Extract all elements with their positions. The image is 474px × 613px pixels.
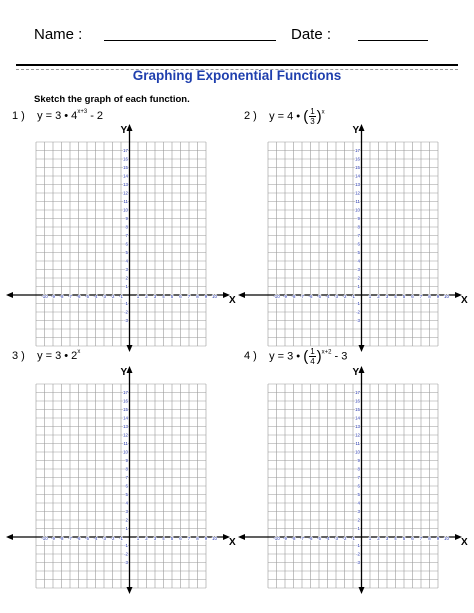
- x-axis-arrow-left: [6, 292, 13, 298]
- x-tick-label: 9: [204, 536, 208, 541]
- x-tick-label: 2: [377, 294, 380, 299]
- y-tick-label: 11: [355, 441, 360, 447]
- x-tick-label: 3: [153, 294, 157, 299]
- fraction-numerator: 1: [310, 347, 315, 356]
- equation-exponent: x+2: [321, 349, 332, 356]
- x-tick-label: -9: [283, 536, 287, 541]
- y-tick-label: 1: [125, 284, 128, 290]
- header-divider: [16, 64, 458, 66]
- y-tick-label: 6: [125, 483, 128, 489]
- x-tick-label: 5: [170, 536, 174, 541]
- y-tick-label: 16: [123, 156, 128, 162]
- x-tick-label: 7: [187, 294, 191, 299]
- y-axis-arrow-down: [127, 345, 133, 352]
- y-tick-label: 13: [355, 424, 360, 430]
- x-tick-label: -1: [351, 536, 355, 541]
- x-tick-label: 10: [444, 536, 449, 541]
- x-tick-label: 6: [411, 294, 414, 299]
- y-tick-label: 14: [123, 415, 128, 421]
- x-tick-label: 5: [402, 536, 406, 541]
- equation-exponent: x+3: [77, 109, 88, 115]
- y-tick-label: 12: [123, 190, 128, 196]
- x-tick-label: -2: [342, 536, 347, 541]
- y-tick-label: 6: [125, 241, 128, 247]
- y-tick-label: 1: [357, 526, 360, 532]
- y-tick-label: -1: [124, 301, 128, 307]
- y-tick-label: 13: [355, 182, 360, 188]
- x-axis-arrow-left: [6, 534, 13, 540]
- right-paren: ): [316, 348, 322, 365]
- y-tick-label: 8: [125, 224, 128, 230]
- x-tick-label: -6: [308, 294, 313, 299]
- y-tick-label: 6: [357, 241, 360, 247]
- problem-number: 4 ): [244, 350, 257, 363]
- y-tick-label: 12: [355, 432, 360, 438]
- x-tick-label: 1: [368, 294, 372, 299]
- y-tick-label: 4: [125, 258, 128, 264]
- y-tick-label: 15: [123, 407, 128, 413]
- y-tick-label: -3: [124, 560, 128, 566]
- x-tick-label: -3: [334, 294, 338, 299]
- y-tick-label: 7: [125, 233, 128, 239]
- name-field-line[interactable]: [104, 40, 276, 41]
- page-title: Graphing Exponential Functions: [132, 68, 342, 83]
- y-tick-label: 1: [357, 284, 360, 290]
- x-axis-label: X: [461, 537, 468, 548]
- y-tick-label: 15: [123, 165, 128, 171]
- equation-exponent: x: [321, 109, 325, 116]
- y-tick-label: 12: [123, 432, 128, 438]
- x-tick-label: -3: [334, 536, 338, 541]
- date-label: Date :: [291, 26, 332, 43]
- problem-number: 3 ): [12, 350, 25, 362]
- x-tick-label: 9: [204, 294, 208, 299]
- x-tick-label: 6: [179, 536, 182, 541]
- x-tick-label: -5: [85, 536, 89, 541]
- x-tick-label: -10: [273, 294, 280, 299]
- y-tick-label: 11: [123, 441, 128, 447]
- x-tick-label: -1: [351, 294, 355, 299]
- x-tick-label: -1: [119, 536, 123, 541]
- x-tick-label: -4: [325, 294, 330, 299]
- y-tick-label: 11: [355, 199, 360, 205]
- y-axis-arrow-down: [359, 587, 365, 594]
- y-tick-label: 4: [125, 500, 128, 506]
- y-tick-label: 3: [125, 509, 128, 515]
- x-tick-label: 8: [196, 536, 199, 541]
- x-tick-label: 8: [196, 294, 199, 299]
- x-axis-label: X: [461, 295, 468, 306]
- y-tick-label: 5: [357, 492, 360, 498]
- x-tick-label: 7: [187, 536, 191, 541]
- graph-grid-4[interactable]: [232, 362, 469, 598]
- x-tick-label: -6: [76, 536, 81, 541]
- x-tick-label: 4: [162, 294, 165, 299]
- y-tick-label: 2: [357, 275, 360, 281]
- y-tick-label: 4: [357, 258, 360, 264]
- x-tick-label: -2: [342, 294, 347, 299]
- y-tick-label: 10: [123, 207, 128, 213]
- equation-tail: - 2: [87, 110, 104, 122]
- equation-lead: y = 3 • 4: [37, 110, 78, 122]
- x-tick-label: -6: [76, 294, 81, 299]
- x-tick-label: -4: [325, 536, 330, 541]
- y-tick-label: 14: [123, 173, 128, 179]
- x-tick-label: -2: [110, 536, 115, 541]
- x-tick-label: 4: [162, 536, 165, 541]
- x-tick-label: 3: [385, 536, 389, 541]
- x-tick-label: 9: [436, 294, 440, 299]
- y-tick-label: 9: [125, 458, 128, 464]
- y-axis-arrow-up: [127, 124, 133, 131]
- y-tick-label: -3: [124, 318, 128, 324]
- x-tick-label: 6: [411, 536, 414, 541]
- y-tick-label: 5: [357, 250, 360, 256]
- right-paren: ): [316, 108, 322, 125]
- x-axis-label: X: [229, 295, 236, 306]
- y-tick-label: 8: [357, 224, 360, 230]
- y-axis-label: Y: [120, 125, 128, 136]
- x-tick-label: -1: [119, 294, 123, 299]
- y-axis-label: Y: [352, 125, 360, 136]
- equation-lead: y = 4 •: [269, 110, 304, 123]
- y-tick-label: 7: [357, 475, 360, 481]
- y-tick-label: 13: [123, 182, 128, 188]
- fraction-numerator: 1: [310, 107, 315, 116]
- x-tick-label: -7: [300, 536, 304, 541]
- y-tick-label: 8: [357, 466, 360, 472]
- y-tick-label: -2: [124, 551, 128, 557]
- x-tick-label: -10: [41, 536, 48, 541]
- y-axis-arrow-up: [359, 366, 365, 373]
- x-tick-label: -3: [102, 294, 106, 299]
- x-tick-label: -6: [308, 536, 313, 541]
- x-tick-label: 10: [212, 536, 217, 541]
- y-tick-label: 10: [123, 449, 128, 455]
- x-tick-label: 5: [402, 294, 406, 299]
- left-paren: (: [303, 348, 309, 365]
- y-tick-label: 16: [355, 156, 360, 162]
- equation-lead: y = 3 • 2: [37, 350, 78, 362]
- x-tick-label: 9: [436, 536, 440, 541]
- equation-lead: y = 3 •: [269, 350, 304, 363]
- y-tick-label: 9: [357, 216, 360, 222]
- x-tick-label: 8: [428, 536, 431, 541]
- y-tick-label: 15: [355, 165, 360, 171]
- y-tick-label: 1: [125, 526, 128, 532]
- problem-number: 2 ): [244, 110, 257, 123]
- left-paren: (: [303, 108, 309, 125]
- y-tick-label: -1: [124, 543, 128, 549]
- y-tick-label: 15: [355, 407, 360, 413]
- y-tick-label: 2: [357, 517, 360, 523]
- y-tick-label: 11: [123, 199, 128, 205]
- y-axis-arrow-up: [127, 366, 133, 373]
- y-tick-label: 7: [357, 233, 360, 239]
- x-tick-label: -7: [300, 294, 304, 299]
- equation-tail: - 3: [331, 350, 348, 363]
- x-tick-label: 2: [145, 536, 148, 541]
- y-tick-label: 2: [125, 517, 128, 523]
- x-tick-label: 4: [394, 294, 397, 299]
- x-axis-arrow-left: [238, 534, 245, 540]
- x-tick-label: -8: [291, 294, 296, 299]
- y-tick-label: 8: [125, 466, 128, 472]
- x-tick-label: -2: [110, 294, 115, 299]
- x-tick-label: 2: [377, 536, 380, 541]
- x-tick-label: 8: [428, 294, 431, 299]
- x-tick-label: -9: [283, 294, 287, 299]
- fraction-denominator: 3: [310, 117, 315, 126]
- y-tick-label: 17: [355, 148, 360, 154]
- y-axis-arrow-down: [359, 345, 365, 352]
- y-tick-label: -2: [356, 551, 360, 557]
- y-tick-label: 12: [355, 190, 360, 196]
- y-tick-label: 16: [355, 398, 360, 404]
- y-tick-label: 16: [123, 398, 128, 404]
- instructions: Sketch the graph of each function.: [34, 94, 190, 105]
- equation-exponent: x: [77, 349, 81, 355]
- y-axis-label: Y: [120, 367, 128, 378]
- y-tick-label: 14: [355, 173, 360, 179]
- x-tick-label: -8: [59, 536, 64, 541]
- x-tick-label: -4: [93, 294, 98, 299]
- x-axis-arrow-left: [238, 292, 245, 298]
- x-tick-label: -3: [102, 536, 106, 541]
- x-tick-label: 6: [179, 294, 182, 299]
- x-tick-label: 1: [136, 294, 140, 299]
- graph-grid-1[interactable]: [0, 120, 237, 356]
- y-tick-label: 13: [123, 424, 128, 430]
- x-tick-label: 10: [444, 294, 449, 299]
- y-axis-label: Y: [352, 367, 360, 378]
- y-tick-label: 9: [125, 216, 128, 222]
- x-tick-label: -9: [51, 536, 55, 541]
- y-tick-label: -1: [356, 301, 360, 307]
- y-tick-label: -3: [356, 560, 360, 566]
- y-tick-label: 2: [125, 275, 128, 281]
- y-tick-label: 6: [357, 483, 360, 489]
- y-tick-label: -1: [356, 543, 360, 549]
- x-axis-label: X: [229, 537, 236, 548]
- x-tick-label: -8: [291, 536, 296, 541]
- y-tick-label: 17: [123, 390, 128, 396]
- y-axis-arrow-down: [127, 587, 133, 594]
- x-tick-label: 4: [394, 536, 397, 541]
- x-tick-label: -9: [51, 294, 55, 299]
- y-tick-label: -3: [356, 318, 360, 324]
- x-tick-label: -5: [85, 294, 89, 299]
- y-tick-label: 3: [357, 509, 360, 515]
- y-axis-arrow-up: [359, 124, 365, 131]
- x-tick-label: -5: [317, 536, 321, 541]
- x-tick-label: 5: [170, 294, 174, 299]
- x-tick-label: -7: [68, 536, 72, 541]
- graph-grid-3[interactable]: [0, 362, 237, 598]
- x-tick-label: -10: [273, 536, 280, 541]
- x-tick-label: 10: [212, 294, 217, 299]
- y-tick-label: 14: [355, 415, 360, 421]
- x-tick-label: -8: [59, 294, 64, 299]
- x-tick-label: 1: [136, 536, 140, 541]
- name-label: Name :: [34, 26, 83, 43]
- x-tick-label: 7: [419, 536, 423, 541]
- y-tick-label: 3: [357, 267, 360, 273]
- x-tick-label: -7: [68, 294, 72, 299]
- y-tick-label: 10: [355, 207, 360, 213]
- y-tick-label: 9: [357, 458, 360, 464]
- x-tick-label: -5: [317, 294, 321, 299]
- x-tick-label: 7: [419, 294, 423, 299]
- y-tick-label: 3: [125, 267, 128, 273]
- y-tick-label: 5: [125, 492, 128, 498]
- graph-grid-2[interactable]: [232, 120, 469, 356]
- x-tick-label: -10: [41, 294, 48, 299]
- fraction-denominator: 4: [310, 357, 315, 366]
- y-tick-label: 4: [357, 500, 360, 506]
- x-tick-label: -4: [93, 536, 98, 541]
- y-tick-label: 10: [355, 449, 360, 455]
- problem-number: 1 ): [12, 110, 25, 122]
- y-tick-label: 7: [125, 475, 128, 481]
- y-tick-label: 5: [125, 250, 128, 256]
- x-tick-label: 3: [153, 536, 157, 541]
- x-tick-label: 3: [385, 294, 389, 299]
- y-tick-label: -2: [356, 309, 360, 315]
- x-tick-label: 1: [368, 536, 372, 541]
- y-tick-label: 17: [123, 148, 128, 154]
- x-tick-label: 2: [145, 294, 148, 299]
- y-tick-label: -2: [124, 309, 128, 315]
- y-tick-label: 17: [355, 390, 360, 396]
- date-field-line[interactable]: [358, 40, 428, 41]
